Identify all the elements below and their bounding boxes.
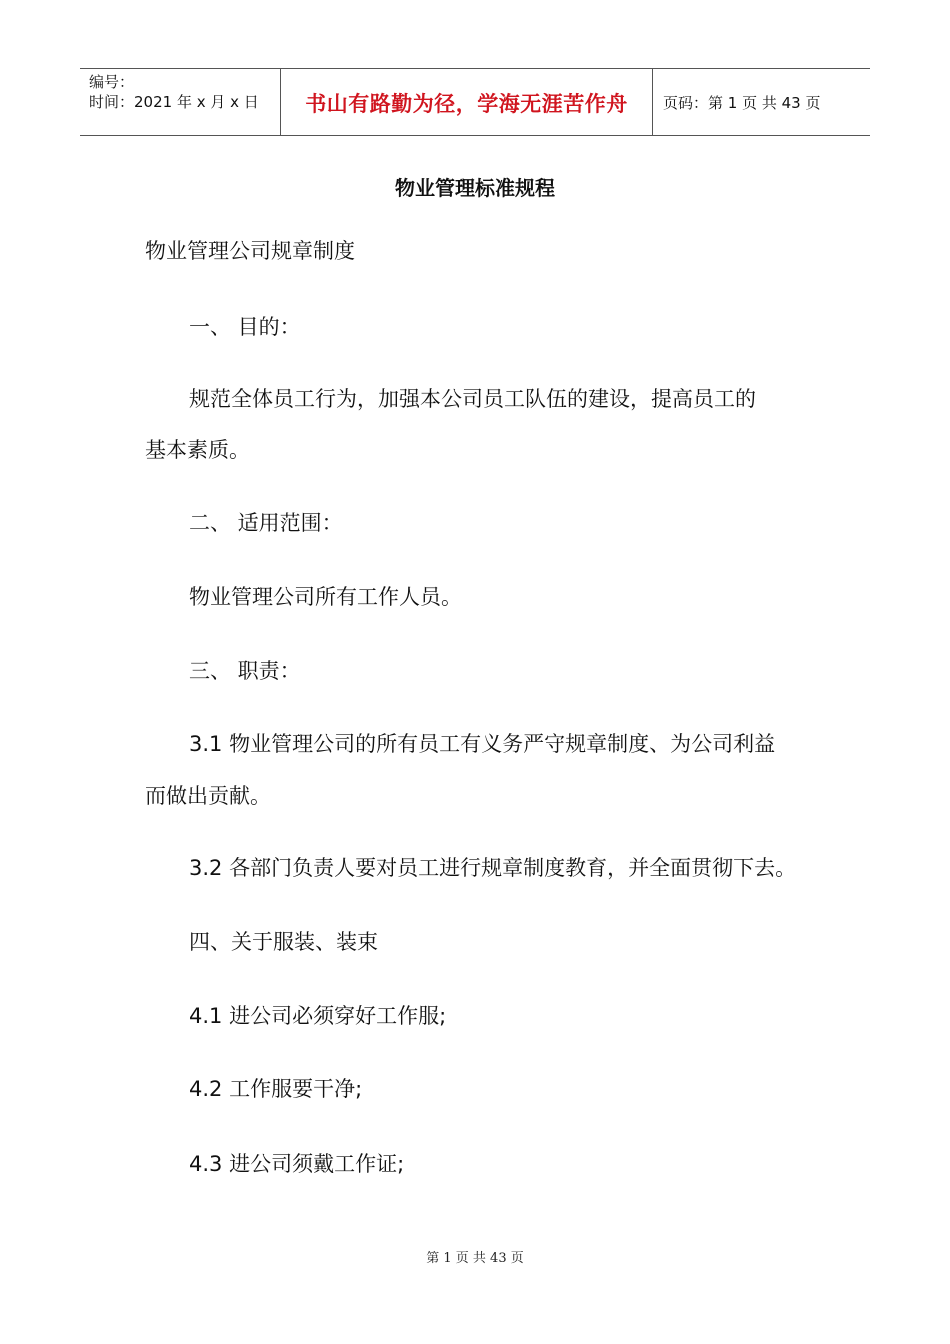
paragraph-line: 3.1 物业管理公司的所有员工有义务严守规章制度、为公司利益 <box>189 732 776 756</box>
header-table <box>80 68 870 136</box>
paragraph-line: 3.2 各部门负责人要对员工进行规章制度教育，并全面贯彻下去。 <box>189 856 797 880</box>
page-footer: 第 1 页 共 43 页 <box>426 1251 524 1266</box>
header-motto-cell <box>281 69 653 135</box>
paragraph-line: 物业管理公司所有工作人员。 <box>189 585 462 609</box>
paragraph-heading: 物业管理公司规章制度 <box>145 239 355 263</box>
paragraph-line: 4.3 进公司须戴工作证; <box>189 1152 405 1176</box>
section-1-heading: 一、 目的： <box>189 315 301 339</box>
page-info: 页码：第 1 页 共 43 页 <box>663 93 821 112</box>
paragraph-line: 而做出贡献。 <box>145 784 271 808</box>
number-label: 编号： <box>89 73 135 91</box>
section-3-heading: 三、 职责： <box>189 659 301 683</box>
paragraph-line: 4.1 进公司必须穿好工作服; <box>189 1004 447 1028</box>
header-page-cell <box>653 69 870 135</box>
paragraph-line: 4.2 工作服要干净; <box>189 1077 363 1101</box>
time-label: 时间：2021 年 x 月 x 日 <box>89 93 259 111</box>
section-4-heading: 四、关于服装、装束 <box>189 930 378 954</box>
section-2-heading: 二、 适用范围： <box>189 511 343 535</box>
document-title: 物业管理标准规程 <box>395 176 555 200</box>
paragraph-line: 规范全体员工行为，加强本公司员工队伍的建设，提高员工的 <box>189 387 756 411</box>
motto-text: 书山有路勤为径，学海无涯苦作舟 <box>305 91 628 116</box>
header-meta-cell <box>80 69 281 135</box>
paragraph-line: 基本素质。 <box>145 438 250 462</box>
